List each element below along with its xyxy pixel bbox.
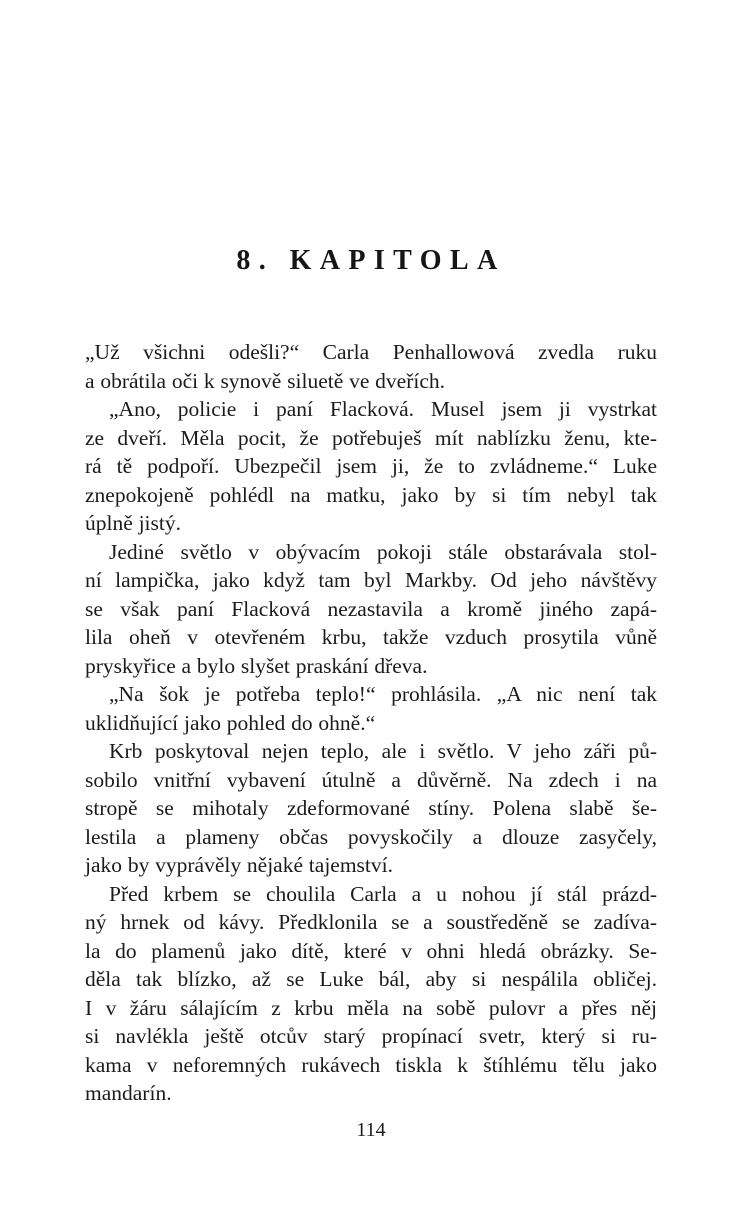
text-line: „Na šok je potřeba teplo!“ prohlásila. „A nic není tak bbox=[109, 682, 657, 706]
text-line: si navlékla ještě otcův starý propínací svetr, který si ru- bbox=[85, 1024, 657, 1048]
paragraph bbox=[85, 680, 657, 737]
text-line: uklidňující jako pohled do ohně.“ bbox=[85, 710, 376, 735]
text-line: rá tě podpoří. Ubezpečil jsem ji, že to zvládneme.“ Luke bbox=[85, 454, 657, 478]
text-line: sobilo vnitřní vybavení útulně a důvěrně. Na zdech i na bbox=[85, 767, 657, 792]
text-line: znepokojeně pohlédl na matku, jako by si tím nebyl tak bbox=[85, 482, 657, 507]
text-line: děla tak blízko, až se Luke bál, aby si nespálila obličej. bbox=[85, 967, 657, 991]
text-line: la do plamenů jako dítě, které v ohni hledá obrázky. Se- bbox=[85, 938, 657, 963]
paragraph bbox=[85, 395, 657, 538]
text-line: I v žáru sálajícím z krbu měla na sobě pulovr a přes něj bbox=[85, 995, 657, 1020]
paragraph bbox=[85, 538, 657, 681]
text-line: ze dveří. Měla pocit, že potřebuješ mít nablízku ženu, kte- bbox=[85, 425, 657, 450]
text-line: pryskyřice a bylo slyšet praskání dřeva. bbox=[85, 653, 428, 678]
paragraph bbox=[85, 737, 657, 880]
text-line: lestila a plameny občas povyskočily a dlouze zasyčely, bbox=[85, 824, 657, 849]
text-line: „Ano, policie i paní Flacková. Musel jsem ji vystrkat bbox=[109, 397, 657, 421]
paragraph bbox=[85, 338, 657, 395]
text-line: úplně jistý. bbox=[85, 511, 181, 535]
text-line: Jediné světlo v obývacím pokoji stále obstarávala stol- bbox=[109, 539, 657, 564]
text-line: mandarín. bbox=[85, 1081, 172, 1105]
text-line: „Už všichni odešli?“ Carla Penhallowová zvedla ruku bbox=[85, 340, 657, 364]
text-line: se však paní Flacková nezastavila a kromě jiného zapá- bbox=[85, 596, 657, 621]
text-line: jako by vyprávěly nějaké tajemství. bbox=[85, 853, 394, 877]
text-line: stropě se mihotaly zdeformované stíny. Polena slabě še- bbox=[85, 796, 657, 820]
paragraph bbox=[85, 880, 657, 1108]
text-line: Před krbem se choulila Carla a u nohou jí stál prázd- bbox=[109, 881, 657, 906]
body-text bbox=[85, 338, 657, 1108]
text-line: kama v neforemných rukávech tiskla k štíhlému tělu jako bbox=[85, 1052, 657, 1077]
page-number: 114 bbox=[356, 1119, 386, 1141]
text-line: ný hrnek od kávy. Předklonila se a soustředěně se zadíva- bbox=[85, 910, 657, 934]
text-line: ní lampička, jako když tam byl Markby. Od jeho návštěvy bbox=[85, 568, 657, 592]
text-line: a obrátila oči k synově siluetě ve dveřích. bbox=[85, 368, 446, 393]
chapter-heading: 8. KAPITOLA bbox=[236, 245, 506, 276]
text-line: Krb poskytoval nejen teplo, ale i světlo. V jeho záři pů- bbox=[109, 739, 657, 763]
text-line: lila oheň v otevřeném krbu, takže vzduch prosytila vůně bbox=[85, 625, 657, 649]
